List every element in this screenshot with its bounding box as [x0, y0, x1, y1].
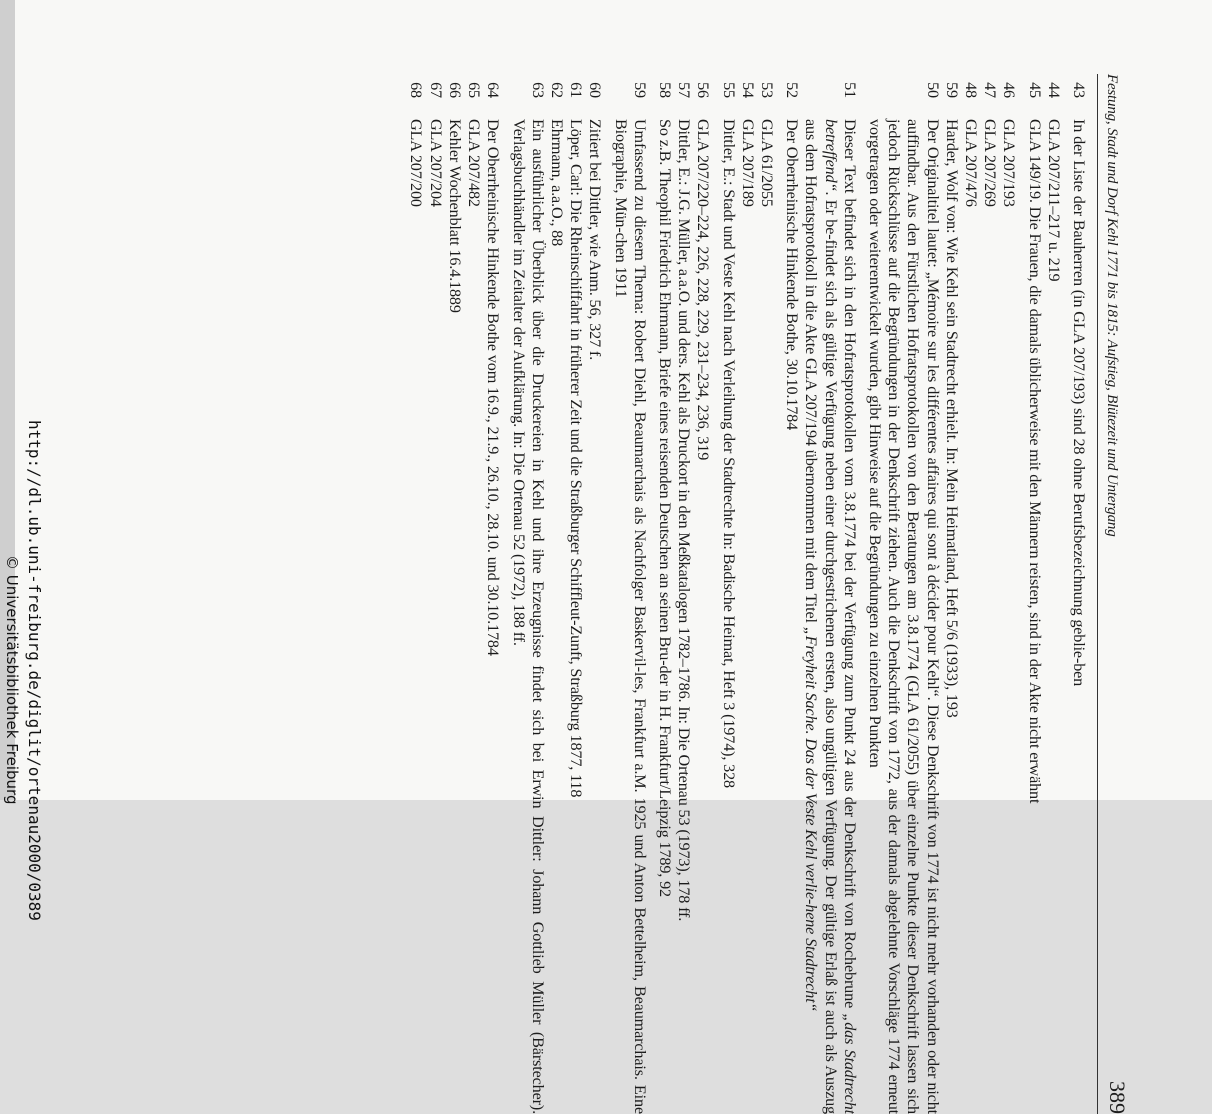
endnote-number: 46 [1000, 82, 1019, 98]
endnote-text: Ehrmann, a.a.O., 88 [547, 119, 566, 247]
endnote [999, 74, 1018, 1114]
endnote [757, 74, 776, 1114]
running-title: Festung, Stadt und Dorf Kehl 1771 bis 1815: Aufstieg, Blütezeit und Untergang [1104, 74, 1120, 537]
endnote-text: GLA 207/220–224, 226, 228, 229, 231–234, 236, 319 [694, 119, 713, 461]
endnote-text: GLA 207/482 [465, 119, 484, 207]
endnote-number: 65 [465, 82, 484, 98]
endnote-number: 58 [655, 82, 674, 98]
endnote [738, 74, 757, 1114]
endnote-number: 62 [547, 82, 566, 98]
endnote [566, 74, 585, 1114]
endnote-text: In der Liste der Bauherren (in GLA 207/193) sind 28 ohne Berufsbezeichnung geblie-ben [1070, 119, 1088, 687]
endnote-number: 43 [1070, 82, 1088, 98]
endnote-number: 60 [586, 82, 605, 98]
permalink-url[interactable]: http://dl.ub.uni-freiburg.de/diglit/ortenau2000/0389 [25, 420, 44, 921]
endnote-number: 56 [694, 82, 713, 98]
endnotes-list [406, 74, 1088, 1114]
endnote-number: 54 [738, 82, 757, 98]
endnote-quote: „Freyheit Sache. Das der Veste Kehl verlie-hene Stadtrecht“ [802, 626, 821, 1012]
endnote-number: 63 [528, 82, 547, 98]
endnote-quote: „das Stadtrecht betreffend“ [821, 119, 859, 1114]
endnote-number: 47 [981, 82, 1000, 98]
endnote-number: 51 [840, 82, 859, 98]
endnote-text: So z.B. Theophil Friedrich Ehrmann, Briefe eines reisenden Deutschen an seinen Bru-der in H. Frankfurt/Leipzig 1789, 92 [655, 119, 674, 897]
endnote-text: Harder, Wolf von: Wie Kehl sein Stadtrecht erhielt. In: Mein Heimatland, Heft 5/6 (1933), 193 [942, 119, 961, 718]
endnote-text: Kehler Wochenblatt 16.4.1889 [445, 119, 464, 313]
endnote [483, 74, 502, 1114]
endnote [464, 74, 483, 1114]
endnote [1069, 74, 1088, 1114]
endnote-number: 59 [942, 82, 961, 98]
header-rule [1097, 74, 1098, 1114]
endnote [718, 74, 737, 1114]
endnote-text-part: Dieser Text befindet sich in den Hofratsprotokollen vom 3.8.1774 bei der Verfügung zum Punkt 24 aus der Denkschrift von Rochebrune [840, 119, 859, 1014]
endnote [406, 74, 425, 1114]
endnote [585, 74, 604, 1114]
endnote-number: 66 [445, 82, 464, 98]
endnote-text: GLA 207/193 [1000, 119, 1019, 207]
endnote-text: Der Oberrheinische Hinkende Bothe vom 16.9., 21.9., 26.10., 28.10. und 30.10.1784 [484, 119, 503, 656]
endnote-text: Dittler, E.: Stadt und Veste Kehl nach Verleihung der Stadtrechte In: Badische Heimat, Heft 3 (1974), 328 [719, 119, 738, 788]
endnote-number: 53 [757, 82, 776, 98]
endnote-number: 48 [961, 82, 980, 98]
endnote [1044, 74, 1063, 1114]
endnote-number: 68 [407, 82, 426, 98]
endnote-number: 61 [567, 82, 586, 98]
endnote [961, 74, 980, 1114]
endnote [508, 74, 546, 1114]
endnote-number: 67 [426, 82, 445, 98]
endnote-text: GLA 207/200 [407, 119, 426, 207]
endnote-text-part: . Er be-findet sich als gültige Verfügung neben einer durchgestrichenen ersten, also ungültigen Verfügung. Der gültige Erlaß ist auch als Auszug aus dem Hofratsprotokoll in die Akte GLA 207/194 übernommen mit dem Titel [802, 119, 840, 1114]
endnote-number: 57 [675, 82, 694, 98]
endnote-text: Der Originaltitel lautet: „Mémoire sur les différentes affaires qui sont à décider pour Kehl“. Diese Denkschrift von 1774 ist nicht mehr vorhanden oder nicht auffindbar. Aus den Fürstlichen Hofratsprotokollen von den Beratungen am 3.8.1774 (GLA 61/2055) über einzelne Punkte dieser Denkschrift lassen sich jedoch Rückschlüsse auf die Begründungen in der Denkschrift ziehen. Auch die Denkschrift von 1772, aus der damals abgelehnte Vorschläge 1774 erneut vorgetragen oder weiterentwickelt wurden, gibt Hinweise auf die Begründungen zu einzelnen Punkten [865, 119, 942, 1114]
endnote-text: Löper, Carl: Die Rheinschiffahrt in früherer Zeit und die Straßburger Schiffleut-Zunft, Straßburg 1877, 118 [567, 119, 586, 798]
endnote-text: Zitiert bei Dittler, wie Anm. 56, 327 f. [586, 119, 605, 361]
endnote-text: Umfassend zu diesem Thema: Robert Diehl, Beaumarchais als Nachfolger Baskervil-les, Frankfurt a.M. 1925 und Anton Bettelheim, Beaumarchais. Eine Biographie, Mün-chen 1911 [611, 119, 649, 1114]
endnote [942, 74, 961, 1114]
endnote [693, 74, 712, 1114]
endnote-text: GLA 207/476 [961, 119, 980, 207]
endnote-text: GLA 207/211–217 u. 219 [1044, 119, 1063, 282]
endnote-text [801, 119, 859, 1114]
endnote-number: 52 [783, 82, 802, 98]
endnote [426, 74, 445, 1114]
endnote-text: Dittler, E.: J.G. Müller, a.a.O. und ders. Kehl als Druckort in den Meßkatalogen 1782–1786. In: Die Ortenau 53 (1973), 178 ff. [675, 119, 694, 922]
endnote-text: Ein ausführlicher Überblick über die Druckereien in Kehl und ihre Erzeugnisse findet sich bei Erwin Dittler: Johann Gottlieb Müller (Bärstecher). Verlagsbuchhändler im Zeitalter der Aufklärung. In: Die Ortenau 52 (1972), 188 ff. [509, 119, 547, 1114]
endnote [865, 74, 942, 1114]
endnote [610, 74, 648, 1114]
endnote-number: 50 [923, 82, 942, 98]
endnote [674, 74, 693, 1114]
endnote [801, 74, 859, 1114]
endnote-number: 55 [719, 82, 738, 98]
library-credit: © Universitätsbibliothek Freiburg [3, 555, 21, 805]
endnote [1024, 74, 1043, 1114]
endnote [980, 74, 999, 1114]
endnote-number: 59 [630, 82, 649, 98]
endnote [782, 74, 801, 1114]
endnote-number: 44 [1044, 82, 1063, 98]
endnote [655, 74, 674, 1114]
endnote-number: 45 [1025, 82, 1044, 98]
running-header [1098, 74, 1130, 1114]
endnote-text: GLA 149/19. Die Frauen, die damals üblicherweise mit den Männern reisten, sind in der Akte nicht erwähnt [1025, 119, 1044, 804]
endnote [547, 74, 566, 1114]
endnote-number: 64 [484, 82, 503, 98]
endnote-text: GLA 207/269 [981, 119, 1000, 207]
endnote-text: GLA 207/204 [426, 119, 445, 207]
scanned-page [15, 0, 1212, 1114]
endnote-text: Der Oberrheinische Hinkende Bothe, 30.10.1784 [783, 119, 802, 431]
endnote [445, 74, 464, 1114]
page-number: 389 [1105, 1081, 1130, 1114]
endnote-text: GLA 61/2055 [757, 119, 776, 207]
endnote-text: GLA 207/189 [738, 119, 757, 207]
